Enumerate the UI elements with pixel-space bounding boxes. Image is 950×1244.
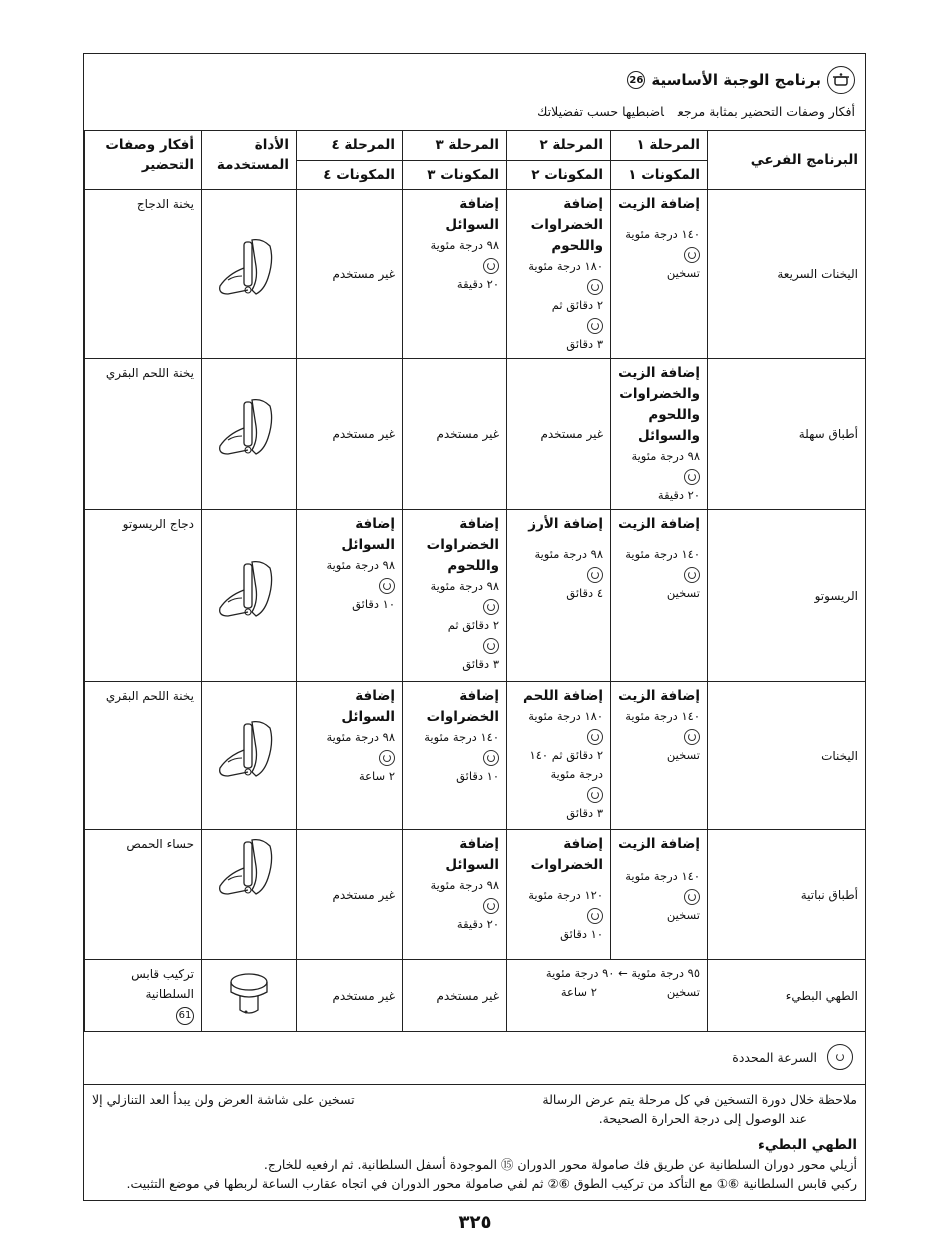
note-a: ملاحظة خلال دورة التسخين في كل مرحلة يتم عرض الرسالة xyxy=(542,1092,857,1107)
speed-icon xyxy=(587,787,603,803)
stage-temp: ١٨٠ درجة مئوية xyxy=(528,259,603,273)
stage-title: إضافة الزيت والخضراوات واللحوم والسوائل xyxy=(618,365,700,444)
speed-icon xyxy=(483,258,499,274)
table-row xyxy=(85,830,866,960)
stage-title: إضافة السوائل xyxy=(445,836,499,873)
stage-title: إضافة السوائل xyxy=(341,688,395,725)
speed-icon xyxy=(684,889,700,905)
stage-time: ٢ دقائق ثم xyxy=(447,618,499,632)
speed-legend xyxy=(84,1028,865,1085)
slow-cook-title: الطهي البطيء xyxy=(757,1137,857,1153)
col-ing4: المكونات ٤ xyxy=(297,161,403,190)
stage-cell xyxy=(297,682,403,830)
col-stage2: المرحلة ٢ xyxy=(507,131,611,161)
tool-cell xyxy=(202,510,297,682)
stage-cell xyxy=(403,682,507,830)
program-name: أطباق سهلة xyxy=(708,359,866,510)
recipe-idea: يخنة الدجاج xyxy=(85,190,202,359)
stage-title: إضافة الخضراوات واللحوم xyxy=(426,516,499,574)
stage-temp: ١٢٠ درجة مئوية xyxy=(528,888,603,902)
paddle-tool-icon xyxy=(209,394,289,474)
stage-temp: ١٨٠ درجة مئوية xyxy=(528,709,603,723)
program-header xyxy=(84,54,865,130)
stage-temp: ٩٨ درجة مئوية xyxy=(631,449,700,463)
speed-icon xyxy=(684,469,700,485)
table-row xyxy=(85,359,866,510)
stage-time: ٢٠ دقيقة xyxy=(456,917,499,931)
stage-title: إضافة الزيت xyxy=(618,688,700,704)
stage-unused: غير مستخدم xyxy=(297,190,403,359)
recipe-idea: يخنة اللحم البقري xyxy=(85,359,202,510)
notes-section xyxy=(92,1090,857,1193)
stage-time: ٢ ساعة xyxy=(358,769,395,783)
stage-time: تسخين xyxy=(666,266,700,280)
col-stage1: المرحلة ١ xyxy=(611,131,708,161)
tool-cell xyxy=(202,359,297,510)
tool-cell xyxy=(202,830,297,960)
note-c: عند الوصول إلى درجة الحرارة الصحيحة. xyxy=(598,1111,807,1126)
col-ing3: المكونات ٣ xyxy=(403,161,507,190)
col-stage4: المرحلة ٤ xyxy=(297,131,403,161)
table-row xyxy=(85,510,866,682)
stage-temp: ١٤٠ درجة مئوية xyxy=(424,730,499,744)
stage-cell xyxy=(507,510,611,682)
stage-cell xyxy=(507,830,611,960)
stage-unused: غير مستخدم xyxy=(297,359,403,510)
stage-time: تسخين xyxy=(666,908,700,922)
tool-cell xyxy=(202,960,297,1032)
speed-icon xyxy=(483,898,499,914)
table-header-row xyxy=(85,131,866,161)
program-name: الريسوتو xyxy=(708,510,866,682)
col-ideas: أفكار وصفات التحضير xyxy=(85,131,202,190)
stage-time: تسخين xyxy=(666,586,700,600)
bowl-plug-icon xyxy=(209,970,289,1022)
stage-title: إضافة الخضراوات xyxy=(530,836,603,873)
program-name: الطهي البطيء xyxy=(708,960,866,1032)
paddle-tool-icon xyxy=(209,834,289,914)
stage-time: تسخين xyxy=(666,748,700,762)
col-tool: الأداة المستخدمة xyxy=(202,131,297,190)
paddle-tool-icon xyxy=(209,234,289,314)
stage-temp: ١٤٠ درجة مئوية xyxy=(625,547,700,561)
speed-icon xyxy=(379,750,395,766)
slow-cook-step-2: ركبي قابس السلطانية ⑥① مع التأكد من تركيب الطوق ⑥② ثم لفي صامولة محور الدوران في اتجاه عقارب الساعة لربطها في موضع التثبيت. xyxy=(126,1176,857,1191)
stage-time: ٣ دقائق xyxy=(566,806,603,820)
table-row xyxy=(85,682,866,830)
stage-cell xyxy=(403,830,507,960)
stage-temp: ٩٨ درجة مئوية xyxy=(326,558,395,572)
program-name: أطباق نباتية xyxy=(708,830,866,960)
page-number: ٣٢٥ xyxy=(458,1212,492,1233)
note-b: تسخين على شاشة العرض ولن يبدأ العد التنازلي إلا xyxy=(92,1092,355,1107)
stage-time: ٤ دقائق xyxy=(566,586,603,600)
stage-temp: ٩٨ درجة مئوية xyxy=(430,238,499,252)
speed-icon xyxy=(587,567,603,583)
program-name: اليخنات السريعة xyxy=(708,190,866,359)
stage-time: ٢٠ دقيقة xyxy=(456,277,499,291)
col-ing2: المكونات ٢ xyxy=(507,161,611,190)
recipe-idea: حساء الحمص xyxy=(85,830,202,960)
stage-title: إضافة السوائل xyxy=(445,196,499,233)
stage-time: ١٠ دقائق xyxy=(352,597,395,611)
recipe-idea-text: تركيب قابس السلطانية xyxy=(131,967,194,1001)
stage-temp: ٩٨ درجة مئوية xyxy=(430,878,499,892)
table-row xyxy=(85,190,866,359)
program-subtitle xyxy=(523,104,855,119)
stage-title: إضافة السوائل xyxy=(341,516,395,553)
paddle-tool-icon xyxy=(209,556,289,636)
stage-cell xyxy=(403,190,507,359)
stage-cell xyxy=(611,190,708,359)
paddle-tool-icon xyxy=(209,716,289,796)
col-program: البرنامج الفرعي xyxy=(708,131,866,190)
stage-cell xyxy=(507,190,611,359)
stage-cell xyxy=(611,510,708,682)
stage-cell xyxy=(403,510,507,682)
program-name: اليخنات xyxy=(708,682,866,830)
stage-time: ١٠ دقائق xyxy=(456,769,499,783)
stage-unused: غير مستخدم xyxy=(507,359,611,510)
stage-title: إضافة الزيت xyxy=(618,836,700,852)
ref-badge: 26 xyxy=(627,71,645,89)
stage-unused: غير مستخدم xyxy=(297,960,403,1032)
slow-cook-step-1: أزيلي محور دوران السلطانية عن طريق فك صامولة محور الدوران ⑮ الموجودة أسفل السلطانية. ثم ارفعيه للخارج. xyxy=(263,1157,857,1172)
stage-temp: ١٤٠ درجة مئوية xyxy=(625,227,700,241)
stage-time: ٢٠ دقيقة xyxy=(657,488,700,502)
speed-icon xyxy=(587,908,603,924)
table-row xyxy=(85,960,866,1032)
speed-icon xyxy=(827,1044,853,1070)
stage-title: إضافة الخضراوات xyxy=(426,688,499,725)
legend-label: السرعة المحددة xyxy=(732,1049,817,1065)
subtitle-a: أفكار وصفات التحضير بمثابة مرجع xyxy=(677,104,855,119)
speed-icon xyxy=(587,729,603,745)
col-ing1: المكونات ١ xyxy=(611,161,708,190)
stage-title: إضافة اللحم xyxy=(523,688,603,704)
stage-title: إضافة الخضراوات واللحوم xyxy=(530,196,603,254)
stage-cell xyxy=(507,682,611,830)
stage-temp: ١٤٠ درجة مئوية xyxy=(625,709,700,723)
stage-cell xyxy=(611,682,708,830)
stage-title: إضافة الزيت xyxy=(618,516,700,532)
stage-time: ١٠ دقائق xyxy=(560,927,603,941)
pot-icon xyxy=(827,66,855,94)
stage-time: ٢ دقائق ثم ١٤٠ درجة مئوية xyxy=(529,748,603,781)
tool-cell xyxy=(202,682,297,830)
stage-unused: غير مستخدم xyxy=(297,830,403,960)
stage-temp: ٩٨ درجة مئوية xyxy=(326,730,395,744)
recipe-idea: يخنة اللحم البقري xyxy=(85,682,202,830)
stage-temp: ١٤٠ درجة مئوية xyxy=(625,869,700,883)
speed-icon xyxy=(483,599,499,615)
stage-temp: ٩٨ درجة مئوية xyxy=(534,547,603,561)
stage-time: ٢ دقائق ثم xyxy=(551,298,603,312)
stage-time: ٣ دقائق xyxy=(566,337,603,351)
recipe-table xyxy=(84,130,866,1032)
plug-ref-badge: 61 xyxy=(176,1007,194,1025)
stage-title: إضافة الأرز xyxy=(528,516,603,532)
speed-icon xyxy=(684,247,700,263)
tool-cell xyxy=(202,190,297,359)
stage-time: ٣ دقائق xyxy=(462,657,499,671)
recipe-idea: دجاج الريسوتو xyxy=(85,510,202,682)
stage-time: تسخين xyxy=(666,985,700,999)
stage-cell xyxy=(611,830,708,960)
speed-icon xyxy=(587,318,603,334)
recipe-table-frame xyxy=(83,53,866,1201)
stage-unused: غير مستخدم xyxy=(403,359,507,510)
stage-title: إضافة الزيت xyxy=(618,196,700,212)
col-stage3: المرحلة ٣ xyxy=(403,131,507,161)
program-title xyxy=(627,66,855,94)
stage-time: ٢ ساعة xyxy=(560,985,597,999)
stage-unused: غير مستخدم xyxy=(403,960,507,1032)
speed-icon xyxy=(587,279,603,295)
stage-temp: ٩٨ درجة مئوية xyxy=(430,579,499,593)
stage-cell xyxy=(297,510,403,682)
stage-cell xyxy=(611,359,708,510)
stage-temp: ٩٥ درجة مئوية ← ٩٠ درجة مئوية xyxy=(545,966,700,980)
speed-icon xyxy=(684,729,700,745)
subtitle-b: اضبطيها حسب تفضيلاتك xyxy=(537,104,664,119)
speed-icon xyxy=(684,567,700,583)
stage-cell xyxy=(507,960,708,1032)
recipe-idea xyxy=(85,960,202,1032)
speed-icon xyxy=(483,750,499,766)
program-title-text: برنامج الوجبة الأساسية xyxy=(651,71,821,89)
speed-icon xyxy=(483,638,499,654)
speed-icon xyxy=(379,578,395,594)
